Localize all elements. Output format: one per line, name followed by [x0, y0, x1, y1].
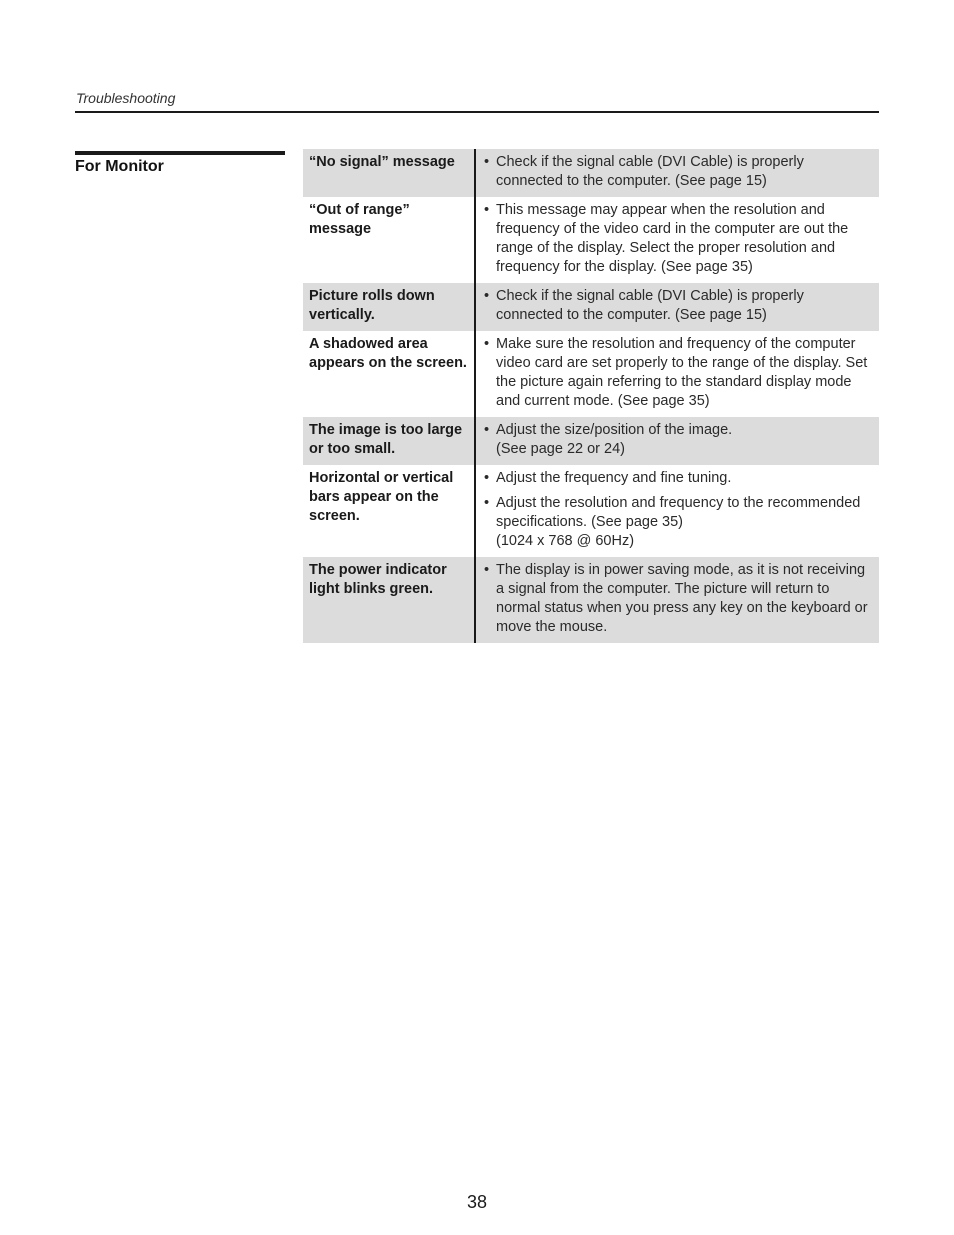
- bullet-icon: •: [484, 154, 490, 170]
- bullet-icon: •: [484, 470, 490, 486]
- problem-cell: Horizontal or vertical bars appear on the screen.: [303, 465, 476, 557]
- solution-text: Adjust the size/position of the image. (See page 22 or 24): [496, 422, 733, 457]
- solution-item: [482, 335, 873, 411]
- bullet-icon: •: [484, 336, 490, 352]
- solution-text: Adjust the resolution and frequency to the recommended specifications. (See page 35) (1024 x 768 @ 60Hz): [496, 495, 861, 549]
- section-title: For Monitor: [75, 158, 164, 175]
- solution-cell: [476, 149, 879, 197]
- bullet-icon: •: [484, 562, 490, 578]
- problem-cell: A shadowed area appears on the screen.: [303, 331, 476, 417]
- table-row: [303, 557, 879, 643]
- solution-item: [482, 469, 873, 488]
- table-row: [303, 331, 879, 417]
- problem-cell: The image is too large or too small.: [303, 417, 476, 465]
- solution-cell: [476, 197, 879, 283]
- troubleshooting-table: [303, 149, 879, 643]
- solution-cell: [476, 465, 879, 557]
- solution-cell: [476, 331, 879, 417]
- page-number: 38: [466, 1192, 488, 1212]
- solution-text: The display is in power saving mode, as it is not receiving a signal from the computer. The picture will return to normal status when you press any key on the keyboard or move the mouse.: [496, 562, 868, 635]
- table-row: [303, 283, 879, 331]
- bullet-icon: •: [484, 422, 490, 438]
- table-row: [303, 149, 879, 197]
- solution-item: [482, 287, 873, 325]
- solution-item: [482, 494, 873, 551]
- solution-cell: [476, 417, 879, 465]
- solution-cell: [476, 557, 879, 643]
- table-row: [303, 197, 879, 283]
- solution-item: [482, 201, 873, 277]
- problem-cell: “No signal” message: [303, 149, 476, 197]
- section-rule: [75, 151, 285, 155]
- solution-text: This message may appear when the resolution and frequency of the video card in the computer are out the range of the display. Select the proper resolution and frequency for the display. (See page 35): [496, 202, 849, 275]
- problem-cell: “Out of range” message: [303, 197, 476, 283]
- header-rule: [75, 111, 879, 113]
- table-row: [303, 465, 879, 557]
- solution-item: [482, 561, 873, 637]
- running-header: Troubleshooting: [76, 90, 176, 106]
- solution-item: [482, 153, 873, 191]
- problem-cell: Picture rolls down vertically.: [303, 283, 476, 331]
- solution-item: [482, 421, 873, 459]
- solution-text: Make sure the resolution and frequency of the computer video card are set properly to the range of the display. Set the picture again referring to the standard display mode and current mode. (See page 35): [496, 336, 868, 409]
- bullet-icon: •: [484, 202, 490, 218]
- bullet-icon: •: [484, 495, 490, 511]
- solution-text: Adjust the frequency and fine tuning.: [496, 470, 732, 486]
- table-row: [303, 417, 879, 465]
- solution-cell: [476, 283, 879, 331]
- solution-text: Check if the signal cable (DVI Cable) is properly connected to the computer. (See page 15): [496, 288, 804, 323]
- bullet-icon: •: [484, 288, 490, 304]
- problem-cell: The power indicator light blinks green.: [303, 557, 476, 643]
- solution-text: Check if the signal cable (DVI Cable) is properly connected to the computer. (See page 15): [496, 154, 804, 189]
